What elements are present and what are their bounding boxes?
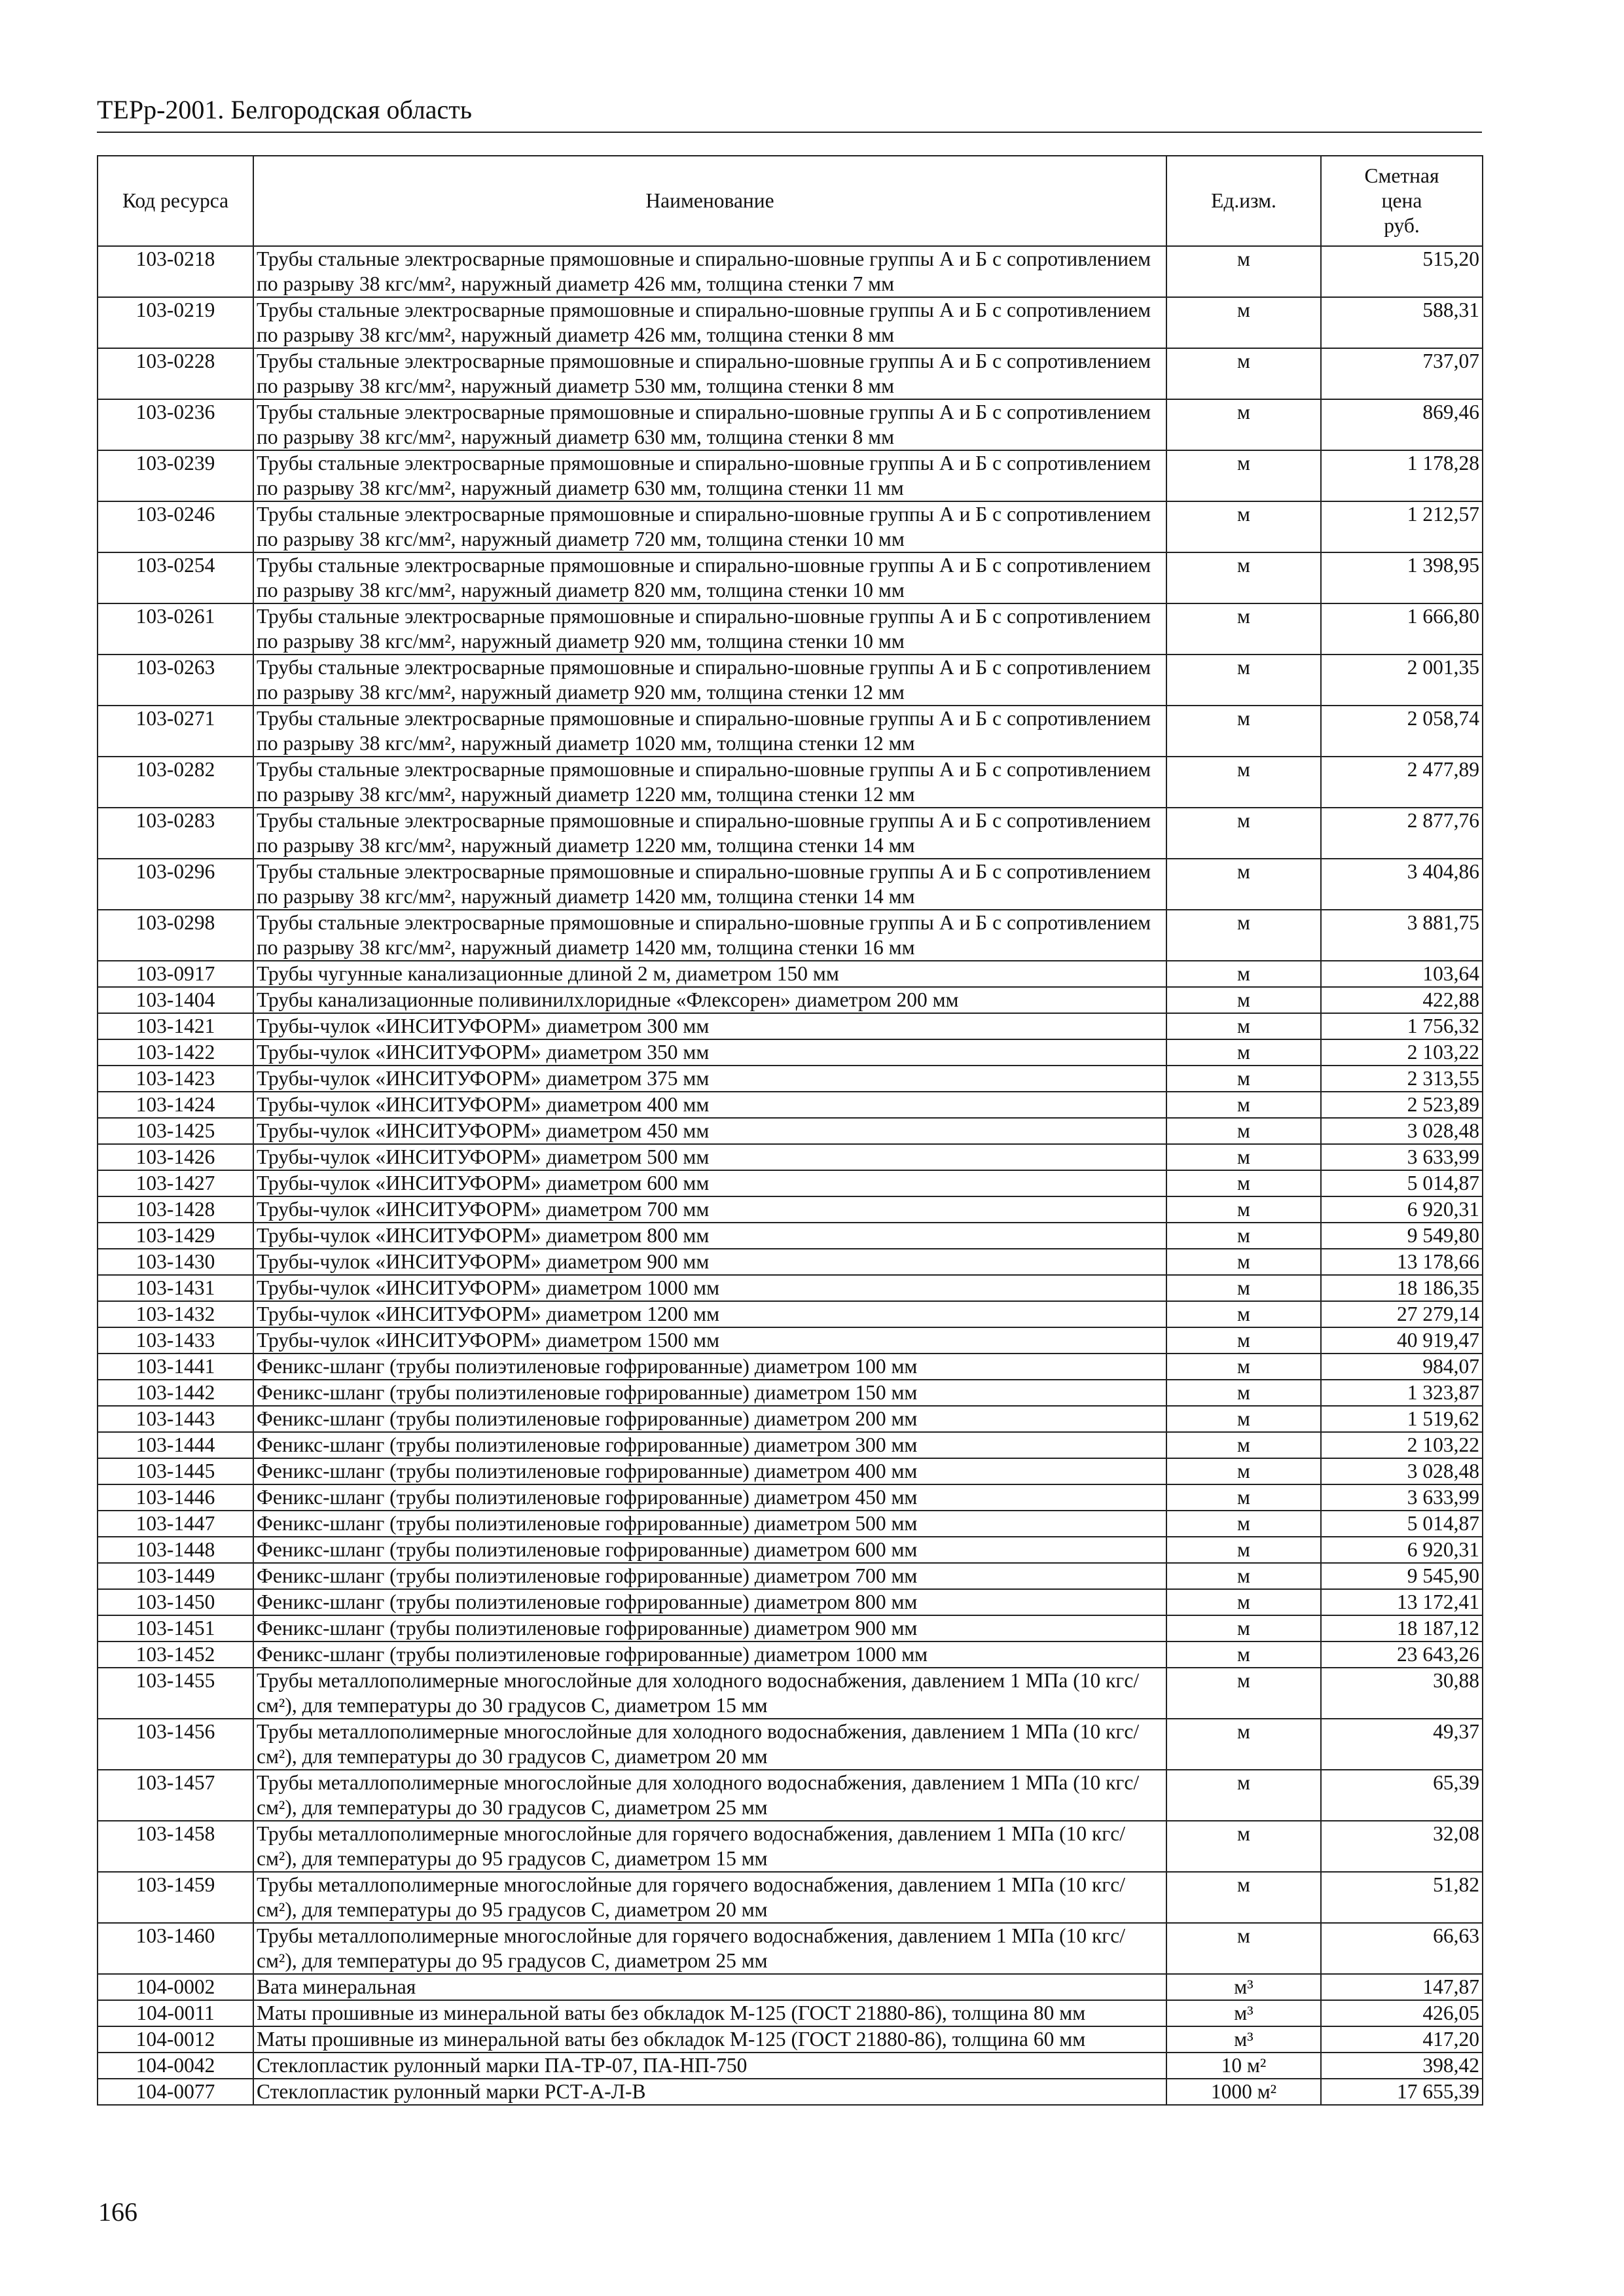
table-row bbox=[98, 2000, 1483, 2026]
cell-price: 417,20 bbox=[1321, 2026, 1483, 2053]
cell-code: 104-0042 bbox=[98, 2053, 253, 2079]
cell-price: 3 881,75 bbox=[1321, 910, 1483, 961]
cell-code: 104-0011 bbox=[98, 2000, 253, 2026]
column-header-price bbox=[1321, 156, 1483, 246]
cell-unit: м bbox=[1166, 1196, 1321, 1223]
table-row bbox=[98, 1301, 1483, 1327]
cell-code: 103-1432 bbox=[98, 1301, 253, 1327]
cell-code: 103-0218 bbox=[98, 246, 253, 297]
cell-name: Феникс-шланг (трубы полиэтиленовые гофрированные) диаметром 300 мм bbox=[253, 1432, 1166, 1458]
table-row bbox=[98, 1537, 1483, 1563]
cell-unit: м bbox=[1166, 1118, 1321, 1144]
cell-code: 103-1442 bbox=[98, 1380, 253, 1406]
cell-price: 51,82 bbox=[1321, 1872, 1483, 1923]
cell-unit: м bbox=[1166, 1013, 1321, 1039]
cell-name: Трубы стальные электросварные прямошовные и спирально-шовные группы А и Б с сопротивлением по разрыву 38 кгс/мм², наружный диаметр 1420 мм, толщина стенки 16 мм bbox=[253, 910, 1166, 961]
cell-code: 103-0917 bbox=[98, 961, 253, 987]
table-header-row bbox=[98, 156, 1483, 246]
cell-price: 32,08 bbox=[1321, 1821, 1483, 1872]
cell-price: 1 519,62 bbox=[1321, 1406, 1483, 1432]
cell-name: Трубы стальные электросварные прямошовные и спирально-шовные группы А и Б с сопротивлением по разрыву 38 кгс/мм², наружный диаметр 920 мм, толщина стенки 12 мм bbox=[253, 655, 1166, 706]
cell-name: Трубы металлополимерные многослойные для холодного водоснабжения, давлением 1 МПа (10 кгс/см²), для температуры до 30 градусов С, диаметром 20 мм bbox=[253, 1719, 1166, 1770]
cell-name: Трубы стальные электросварные прямошовные и спирально-шовные группы А и Б с сопротивлением по разрыву 38 кгс/мм², наружный диаметр 1220 мм, толщина стенки 14 мм bbox=[253, 808, 1166, 859]
cell-code: 103-0271 bbox=[98, 706, 253, 757]
cell-name: Трубы стальные электросварные прямошовные и спирально-шовные группы А и Б с сопротивлением по разрыву 38 кгс/мм², наружный диаметр 530 мм, толщина стенки 8 мм bbox=[253, 348, 1166, 399]
table-row bbox=[98, 1770, 1483, 1821]
cell-code: 103-1446 bbox=[98, 1484, 253, 1511]
cell-price: 2 523,89 bbox=[1321, 1092, 1483, 1118]
cell-price: 6 920,31 bbox=[1321, 1196, 1483, 1223]
table-row bbox=[98, 1144, 1483, 1170]
cell-name: Трубы металлополимерные многослойные для холодного водоснабжения, давлением 1 МПа (10 кгс/см²), для температуры до 30 градусов С, диаметром 15 мм bbox=[253, 1668, 1166, 1719]
cell-name: Трубы-чулок «ИНСИТУФОРМ» диаметром 700 мм bbox=[253, 1196, 1166, 1223]
cell-unit: м bbox=[1166, 1923, 1321, 1974]
cell-unit: м bbox=[1166, 1537, 1321, 1563]
cell-code: 103-1430 bbox=[98, 1249, 253, 1275]
table-row bbox=[98, 2053, 1483, 2079]
cell-name: Трубы-чулок «ИНСИТУФОРМ» диаметром 500 мм bbox=[253, 1144, 1166, 1170]
table-row bbox=[98, 1458, 1483, 1484]
cell-price: 426,05 bbox=[1321, 2000, 1483, 2026]
cell-code: 103-1459 bbox=[98, 1872, 253, 1923]
cell-price: 2 058,74 bbox=[1321, 706, 1483, 757]
cell-name: Феникс-шланг (трубы полиэтиленовые гофрированные) диаметром 700 мм bbox=[253, 1563, 1166, 1589]
table-row bbox=[98, 987, 1483, 1013]
cell-code: 103-1431 bbox=[98, 1275, 253, 1301]
cell-code: 103-1443 bbox=[98, 1406, 253, 1432]
cell-name: Трубы стальные электросварные прямошовные и спирально-шовные группы А и Б с сопротивлением по разрыву 38 кгс/мм², наружный диаметр 630 мм, толщина стенки 8 мм bbox=[253, 399, 1166, 450]
cell-unit: м bbox=[1166, 1484, 1321, 1511]
table-row bbox=[98, 1923, 1483, 1974]
cell-price: 9 549,80 bbox=[1321, 1223, 1483, 1249]
cell-name: Вата минеральная bbox=[253, 1974, 1166, 2000]
cell-price: 5 014,87 bbox=[1321, 1170, 1483, 1196]
cell-unit: м³ bbox=[1166, 2026, 1321, 2053]
cell-name: Трубы стальные электросварные прямошовные и спирально-шовные группы А и Б с сопротивлением по разрыву 38 кгс/мм², наружный диаметр 630 мм, толщина стенки 11 мм bbox=[253, 450, 1166, 501]
cell-code: 103-1404 bbox=[98, 987, 253, 1013]
cell-price: 984,07 bbox=[1321, 1354, 1483, 1380]
cell-code: 103-1456 bbox=[98, 1719, 253, 1770]
table-row bbox=[98, 501, 1483, 552]
cell-code: 103-0228 bbox=[98, 348, 253, 399]
cell-price: 17 655,39 bbox=[1321, 2079, 1483, 2105]
cell-code: 103-0296 bbox=[98, 859, 253, 910]
cell-code: 104-0077 bbox=[98, 2079, 253, 2105]
cell-unit: м bbox=[1166, 1301, 1321, 1327]
cell-code: 103-1455 bbox=[98, 1668, 253, 1719]
cell-name: Трубы стальные электросварные прямошовные и спирально-шовные группы А и Б с сопротивлением по разрыву 38 кгс/мм², наружный диаметр 426 мм, толщина стенки 8 мм bbox=[253, 297, 1166, 348]
cell-price: 3 633,99 bbox=[1321, 1484, 1483, 1511]
cell-name: Феникс-шланг (трубы полиэтиленовые гофрированные) диаметром 450 мм bbox=[253, 1484, 1166, 1511]
cell-name: Трубы металлополимерные многослойные для горячего водоснабжения, давлением 1 МПа (10 кгс/см²), для температуры до 95 градусов С, диаметром 25 мм bbox=[253, 1923, 1166, 1974]
cell-unit: м bbox=[1166, 1275, 1321, 1301]
table-row bbox=[98, 1039, 1483, 1066]
table-row bbox=[98, 1380, 1483, 1406]
cell-code: 103-1450 bbox=[98, 1589, 253, 1615]
table-row bbox=[98, 706, 1483, 757]
table-row bbox=[98, 1170, 1483, 1196]
cell-name: Трубы-чулок «ИНСИТУФОРМ» диаметром 300 мм bbox=[253, 1013, 1166, 1039]
cell-name: Трубы металлополимерные многослойные для горячего водоснабжения, давлением 1 МПа (10 кгс/см²), для температуры до 95 градусов С, диаметром 15 мм bbox=[253, 1821, 1166, 1872]
cell-unit: м bbox=[1166, 1092, 1321, 1118]
cell-name: Трубы-чулок «ИНСИТУФОРМ» диаметром 350 мм bbox=[253, 1039, 1166, 1066]
cell-code: 103-1424 bbox=[98, 1092, 253, 1118]
cell-price: 2 103,22 bbox=[1321, 1039, 1483, 1066]
cell-unit: м bbox=[1166, 961, 1321, 987]
cell-name: Трубы стальные электросварные прямошовные и спирально-шовные группы А и Б с сопротивлением по разрыву 38 кгс/мм², наружный диаметр 426 мм, толщина стенки 7 мм bbox=[253, 246, 1166, 297]
cell-unit: м bbox=[1166, 1327, 1321, 1354]
cell-unit: м³ bbox=[1166, 1974, 1321, 2000]
cell-code: 103-1444 bbox=[98, 1432, 253, 1458]
cell-code: 103-1429 bbox=[98, 1223, 253, 1249]
cell-code: 103-0219 bbox=[98, 297, 253, 348]
cell-price: 40 919,47 bbox=[1321, 1327, 1483, 1354]
cell-unit: м bbox=[1166, 348, 1321, 399]
cell-unit: м bbox=[1166, 1144, 1321, 1170]
cell-unit: м bbox=[1166, 1668, 1321, 1719]
column-header-price-text: Сметная цена руб. bbox=[1364, 164, 1439, 237]
cell-name: Трубы-чулок «ИНСИТУФОРМ» диаметром 450 мм bbox=[253, 1118, 1166, 1144]
cell-code: 103-1445 bbox=[98, 1458, 253, 1484]
cell-name: Трубы металлополимерные многослойные для холодного водоснабжения, давлением 1 МПа (10 кгс/см²), для температуры до 30 градусов С, диаметром 25 мм bbox=[253, 1770, 1166, 1821]
cell-code: 103-1458 bbox=[98, 1821, 253, 1872]
cell-unit: м bbox=[1166, 1039, 1321, 1066]
cell-unit: м bbox=[1166, 399, 1321, 450]
cell-name: Стеклопластик рулонный марки ПА-ТР-07, ПА-НП-750 bbox=[253, 2053, 1166, 2079]
cell-code: 103-0254 bbox=[98, 552, 253, 603]
cell-code: 103-1421 bbox=[98, 1013, 253, 1039]
cell-unit: м bbox=[1166, 1719, 1321, 1770]
cell-price: 13 178,66 bbox=[1321, 1249, 1483, 1275]
table-row bbox=[98, 1484, 1483, 1511]
cell-name: Трубы металлополимерные многослойные для горячего водоснабжения, давлением 1 МПа (10 кгс/см²), для температуры до 95 градусов С, диаметром 20 мм bbox=[253, 1872, 1166, 1923]
table-row bbox=[98, 961, 1483, 987]
cell-code: 104-0002 bbox=[98, 1974, 253, 2000]
cell-unit: м bbox=[1166, 859, 1321, 910]
cell-unit: м bbox=[1166, 1641, 1321, 1668]
cell-price: 869,46 bbox=[1321, 399, 1483, 450]
cell-name: Трубы стальные электросварные прямошовные и спирально-шовные группы А и Б с сопротивлением по разрыву 38 кгс/мм², наружный диаметр 1420 мм, толщина стенки 14 мм bbox=[253, 859, 1166, 910]
cell-price: 103,64 bbox=[1321, 961, 1483, 987]
header-rule bbox=[97, 132, 1482, 133]
cell-code: 103-1452 bbox=[98, 1641, 253, 1668]
cell-price: 3 028,48 bbox=[1321, 1118, 1483, 1144]
cell-unit: м bbox=[1166, 910, 1321, 961]
cell-name: Трубы-чулок «ИНСИТУФОРМ» диаметром 1000 мм bbox=[253, 1275, 1166, 1301]
table-row bbox=[98, 348, 1483, 399]
table-row bbox=[98, 655, 1483, 706]
cell-name: Феникс-шланг (трубы полиэтиленовые гофрированные) диаметром 600 мм bbox=[253, 1537, 1166, 1563]
table-row bbox=[98, 1719, 1483, 1770]
cell-code: 103-1423 bbox=[98, 1066, 253, 1092]
table-row bbox=[98, 450, 1483, 501]
cell-unit: м bbox=[1166, 655, 1321, 706]
cell-unit: м bbox=[1166, 808, 1321, 859]
table-row bbox=[98, 1118, 1483, 1144]
cell-price: 66,63 bbox=[1321, 1923, 1483, 1974]
cell-name: Трубы-чулок «ИНСИТУФОРМ» диаметром 1500 мм bbox=[253, 1327, 1166, 1354]
cell-unit: м bbox=[1166, 501, 1321, 552]
cell-code: 103-1428 bbox=[98, 1196, 253, 1223]
cell-price: 27 279,14 bbox=[1321, 1301, 1483, 1327]
cell-unit: м bbox=[1166, 1589, 1321, 1615]
cell-name: Феникс-шланг (трубы полиэтиленовые гофрированные) диаметром 100 мм bbox=[253, 1354, 1166, 1380]
cell-name: Трубы-чулок «ИНСИТУФОРМ» диаметром 900 мм bbox=[253, 1249, 1166, 1275]
column-header-code: Код ресурса bbox=[98, 156, 253, 246]
cell-name: Трубы-чулок «ИНСИТУФОРМ» диаметром 800 мм bbox=[253, 1223, 1166, 1249]
table-row bbox=[98, 2079, 1483, 2105]
cell-name: Феникс-шланг (трубы полиэтиленовые гофрированные) диаметром 400 мм bbox=[253, 1458, 1166, 1484]
table-row bbox=[98, 1196, 1483, 1223]
cell-unit: м bbox=[1166, 1170, 1321, 1196]
table-row bbox=[98, 1013, 1483, 1039]
cell-price: 49,37 bbox=[1321, 1719, 1483, 1770]
cell-code: 103-1449 bbox=[98, 1563, 253, 1589]
cell-name: Феникс-шланг (трубы полиэтиленовые гофрированные) диаметром 800 мм bbox=[253, 1589, 1166, 1615]
cell-unit: м bbox=[1166, 1432, 1321, 1458]
cell-name: Маты прошивные из минеральной ваты без обкладок М-125 (ГОСТ 21880-86), толщина 60 мм bbox=[253, 2026, 1166, 2053]
cell-code: 103-1433 bbox=[98, 1327, 253, 1354]
cell-price: 1 323,87 bbox=[1321, 1380, 1483, 1406]
table-row bbox=[98, 1092, 1483, 1118]
cell-code: 103-0282 bbox=[98, 757, 253, 808]
cell-price: 9 545,90 bbox=[1321, 1563, 1483, 1589]
table-row bbox=[98, 399, 1483, 450]
cell-name: Трубы канализационные поливинилхлоридные «Флексорен» диаметром 200 мм bbox=[253, 987, 1166, 1013]
cell-name: Трубы стальные электросварные прямошовные и спирально-шовные группы А и Б с сопротивлением по разрыву 38 кгс/мм², наружный диаметр 1020 мм, толщина стенки 12 мм bbox=[253, 706, 1166, 757]
cell-price: 398,42 bbox=[1321, 2053, 1483, 2079]
table-row bbox=[98, 910, 1483, 961]
cell-code: 103-0283 bbox=[98, 808, 253, 859]
cell-unit: м bbox=[1166, 1458, 1321, 1484]
cell-unit: м bbox=[1166, 706, 1321, 757]
table-row bbox=[98, 1249, 1483, 1275]
cell-code: 103-0236 bbox=[98, 399, 253, 450]
cell-price: 18 187,12 bbox=[1321, 1615, 1483, 1641]
cell-unit: м bbox=[1166, 1563, 1321, 1589]
cell-unit: м bbox=[1166, 1354, 1321, 1380]
cell-code: 103-1460 bbox=[98, 1923, 253, 1974]
table-body bbox=[98, 246, 1483, 2105]
table-row bbox=[98, 552, 1483, 603]
resource-price-table bbox=[97, 155, 1483, 2106]
cell-code: 103-0246 bbox=[98, 501, 253, 552]
cell-code: 104-0012 bbox=[98, 2026, 253, 2053]
table-row bbox=[98, 1641, 1483, 1668]
cell-unit: м bbox=[1166, 757, 1321, 808]
table-row bbox=[98, 1327, 1483, 1354]
cell-code: 103-0298 bbox=[98, 910, 253, 961]
table-row bbox=[98, 2026, 1483, 2053]
table-row bbox=[98, 1406, 1483, 1432]
table-row bbox=[98, 1563, 1483, 1589]
table-row bbox=[98, 859, 1483, 910]
cell-name: Стеклопластик рулонный марки РСТ-А-Л-В bbox=[253, 2079, 1166, 2105]
cell-name: Феникс-шланг (трубы полиэтиленовые гофрированные) диаметром 1000 мм bbox=[253, 1641, 1166, 1668]
cell-unit: м bbox=[1166, 987, 1321, 1013]
cell-name: Трубы чугунные канализационные длиной 2 м, диаметром 150 мм bbox=[253, 961, 1166, 987]
table-row bbox=[98, 808, 1483, 859]
table-row bbox=[98, 297, 1483, 348]
page-number: 166 bbox=[98, 2197, 137, 2227]
cell-price: 6 920,31 bbox=[1321, 1537, 1483, 1563]
cell-price: 737,07 bbox=[1321, 348, 1483, 399]
cell-code: 103-1448 bbox=[98, 1537, 253, 1563]
cell-code: 103-1457 bbox=[98, 1770, 253, 1821]
cell-unit: м bbox=[1166, 450, 1321, 501]
cell-price: 515,20 bbox=[1321, 246, 1483, 297]
cell-code: 103-1422 bbox=[98, 1039, 253, 1066]
cell-name: Трубы стальные электросварные прямошовные и спирально-шовные группы А и Б с сопротивлением по разрыву 38 кгс/мм², наружный диаметр 920 мм, толщина стенки 10 мм bbox=[253, 603, 1166, 655]
cell-price: 422,88 bbox=[1321, 987, 1483, 1013]
cell-unit: м³ bbox=[1166, 2000, 1321, 2026]
cell-price: 3 633,99 bbox=[1321, 1144, 1483, 1170]
cell-price: 588,31 bbox=[1321, 297, 1483, 348]
cell-unit: м bbox=[1166, 1249, 1321, 1275]
cell-code: 103-1425 bbox=[98, 1118, 253, 1144]
cell-name: Трубы-чулок «ИНСИТУФОРМ» диаметром 600 мм bbox=[253, 1170, 1166, 1196]
cell-name: Трубы стальные электросварные прямошовные и спирально-шовные группы А и Б с сопротивлением по разрыву 38 кгс/мм², наружный диаметр 820 мм, толщина стенки 10 мм bbox=[253, 552, 1166, 603]
cell-unit: м bbox=[1166, 1770, 1321, 1821]
cell-price: 1 178,28 bbox=[1321, 450, 1483, 501]
cell-unit: м bbox=[1166, 1872, 1321, 1923]
cell-price: 2 477,89 bbox=[1321, 757, 1483, 808]
table-row bbox=[98, 246, 1483, 297]
cell-unit: м bbox=[1166, 1066, 1321, 1092]
cell-unit: м bbox=[1166, 1406, 1321, 1432]
cell-unit: м bbox=[1166, 1615, 1321, 1641]
table-row bbox=[98, 1821, 1483, 1872]
cell-name: Феникс-шланг (трубы полиэтиленовые гофрированные) диаметром 200 мм bbox=[253, 1406, 1166, 1432]
table-row bbox=[98, 1432, 1483, 1458]
cell-price: 13 172,41 bbox=[1321, 1589, 1483, 1615]
cell-unit: м bbox=[1166, 603, 1321, 655]
table-row bbox=[98, 1668, 1483, 1719]
cell-price: 65,39 bbox=[1321, 1770, 1483, 1821]
cell-name: Трубы-чулок «ИНСИТУФОРМ» диаметром 1200 мм bbox=[253, 1301, 1166, 1327]
table-row bbox=[98, 1275, 1483, 1301]
cell-price: 1 398,95 bbox=[1321, 552, 1483, 603]
table-row bbox=[98, 1354, 1483, 1380]
cell-name: Трубы стальные электросварные прямошовные и спирально-шовные группы А и Б с сопротивлением по разрыву 38 кгс/мм², наружный диаметр 720 мм, толщина стенки 10 мм bbox=[253, 501, 1166, 552]
cell-price: 18 186,35 bbox=[1321, 1275, 1483, 1301]
cell-price: 30,88 bbox=[1321, 1668, 1483, 1719]
cell-price: 2 877,76 bbox=[1321, 808, 1483, 859]
cell-name: Трубы-чулок «ИНСИТУФОРМ» диаметром 375 мм bbox=[253, 1066, 1166, 1092]
cell-price: 147,87 bbox=[1321, 1974, 1483, 2000]
table-row bbox=[98, 1974, 1483, 2000]
cell-unit: м bbox=[1166, 1821, 1321, 1872]
cell-name: Феникс-шланг (трубы полиэтиленовые гофрированные) диаметром 150 мм bbox=[253, 1380, 1166, 1406]
cell-code: 103-0239 bbox=[98, 450, 253, 501]
cell-code: 103-0263 bbox=[98, 655, 253, 706]
cell-price: 3 028,48 bbox=[1321, 1458, 1483, 1484]
cell-code: 103-1451 bbox=[98, 1615, 253, 1641]
table-row bbox=[98, 757, 1483, 808]
cell-price: 2 313,55 bbox=[1321, 1066, 1483, 1092]
cell-code: 103-0261 bbox=[98, 603, 253, 655]
table-row bbox=[98, 1589, 1483, 1615]
cell-unit: м bbox=[1166, 1223, 1321, 1249]
cell-price: 2 103,22 bbox=[1321, 1432, 1483, 1458]
cell-price: 1 666,80 bbox=[1321, 603, 1483, 655]
cell-unit: м bbox=[1166, 1380, 1321, 1406]
page-header-title: ТЕРр-2001. Белгородская область bbox=[97, 95, 473, 124]
cell-code: 103-1427 bbox=[98, 1170, 253, 1196]
cell-unit: м bbox=[1166, 1511, 1321, 1537]
cell-code: 103-1441 bbox=[98, 1354, 253, 1380]
column-header-name: Наименование bbox=[253, 156, 1166, 246]
cell-name: Маты прошивные из минеральной ваты без обкладок М-125 (ГОСТ 21880-86), толщина 80 мм bbox=[253, 2000, 1166, 2026]
cell-name: Трубы стальные электросварные прямошовные и спирально-шовные группы А и Б с сопротивлением по разрыву 38 кгс/мм², наружный диаметр 1220 мм, толщина стенки 12 мм bbox=[253, 757, 1166, 808]
table-row bbox=[98, 1511, 1483, 1537]
cell-name: Трубы-чулок «ИНСИТУФОРМ» диаметром 400 мм bbox=[253, 1092, 1166, 1118]
table-row bbox=[98, 1223, 1483, 1249]
table-row bbox=[98, 1872, 1483, 1923]
cell-price: 23 643,26 bbox=[1321, 1641, 1483, 1668]
cell-price: 3 404,86 bbox=[1321, 859, 1483, 910]
cell-unit: 10 м² bbox=[1166, 2053, 1321, 2079]
cell-unit: м bbox=[1166, 552, 1321, 603]
column-header-unit: Ед.изм. bbox=[1166, 156, 1321, 246]
cell-name: Феникс-шланг (трубы полиэтиленовые гофрированные) диаметром 500 мм bbox=[253, 1511, 1166, 1537]
table-row bbox=[98, 1066, 1483, 1092]
table-row bbox=[98, 603, 1483, 655]
cell-unit: 1000 м² bbox=[1166, 2079, 1321, 2105]
cell-price: 2 001,35 bbox=[1321, 655, 1483, 706]
cell-price: 1 212,57 bbox=[1321, 501, 1483, 552]
cell-unit: м bbox=[1166, 246, 1321, 297]
cell-code: 103-1447 bbox=[98, 1511, 253, 1537]
table-row bbox=[98, 1615, 1483, 1641]
cell-price: 5 014,87 bbox=[1321, 1511, 1483, 1537]
cell-price: 1 756,32 bbox=[1321, 1013, 1483, 1039]
cell-code: 103-1426 bbox=[98, 1144, 253, 1170]
cell-name: Феникс-шланг (трубы полиэтиленовые гофрированные) диаметром 900 мм bbox=[253, 1615, 1166, 1641]
cell-unit: м bbox=[1166, 297, 1321, 348]
